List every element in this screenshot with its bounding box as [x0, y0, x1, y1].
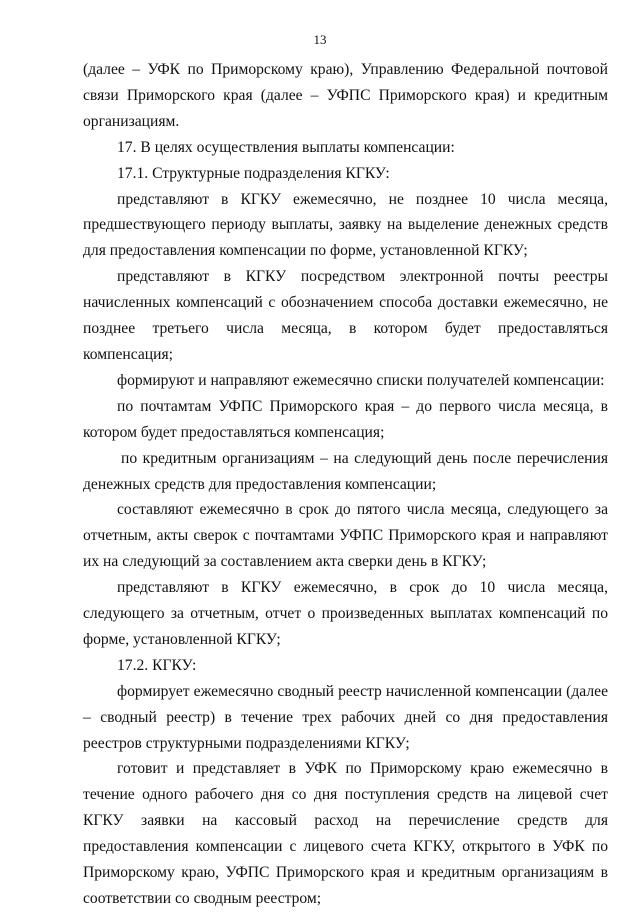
- paragraph: готовит и представляет в УФК по Приморскому краю ежемесячно в течение одного рабочего дня со дня поступления средств на лицевой счет КГКУ заявки на кассовый расход на перечисление средств для предоставления компенсации с лицевого счета КГКУ, открытого в УФК по Приморскому краю, УФПС Приморского края и кредитным организациям в соответствии со сводным реестром;: [83, 760, 608, 907]
- paragraph: составляют ежемесячно в срок до пятого числа месяца, следующего за отчетным, акты сверок с почтамтами УФПС Приморского края и направляют их на следующий за составлением акта сверки день в КГКУ;: [83, 501, 608, 571]
- paragraph-item-17-1: 17.1. Структурные подразделения КГКУ:: [117, 164, 390, 182]
- paragraph-item-17-2: 17.2. КГКУ:: [117, 656, 197, 674]
- page-number: 13: [313, 32, 327, 47]
- paragraph: представляют в КГКУ ежемесячно, в срок до 10 числа месяца, следующего за отчетным, отчет о произведенных выплатах компенсаций по форме, установленной КГКУ;: [83, 579, 608, 648]
- paragraph: представляют в КГКУ посредством электронной почты реестры начисленных компенсаций с обозначением способа доставки ежемесячно, не позднее третьего числа месяца, в котором будет предоставляться компенсация;: [83, 268, 608, 363]
- paragraph: по почтамтам УФПС Приморского края – до первого числа месяца, в котором будет предоставляться компенсация;: [83, 397, 608, 441]
- paragraph: представляют в КГКУ ежемесячно, не позднее 10 числа месяца, предшествующего периоду выплаты, заявку на выделение денежных средств для предоставления компенсации по форме, установленной КГКУ;: [83, 190, 608, 260]
- paragraph: по кредитным организациям – на следующий день после перечисления денежных средств для предоставления компенсации;: [83, 449, 608, 493]
- paragraph: формирует ежемесячно сводный реестр начисленной компенсации (далее – сводный реестр) в течение трех рабочих дней со дня предоставления реестров структурными подразделениями КГКУ;: [83, 682, 608, 752]
- paragraph: формируют и направляют ежемесячно списки получателей компенсации:: [117, 371, 605, 389]
- paragraph-item-17: 17. В целях осуществления выплаты компенсации:: [117, 138, 455, 156]
- paragraph-continuation: (далее – УФК по Приморскому краю), Управлению Федеральной почтовой связи Приморского края (далее – УФПС Приморского края) и кредитным организациям.: [83, 61, 608, 130]
- document-body: [83, 57, 608, 912]
